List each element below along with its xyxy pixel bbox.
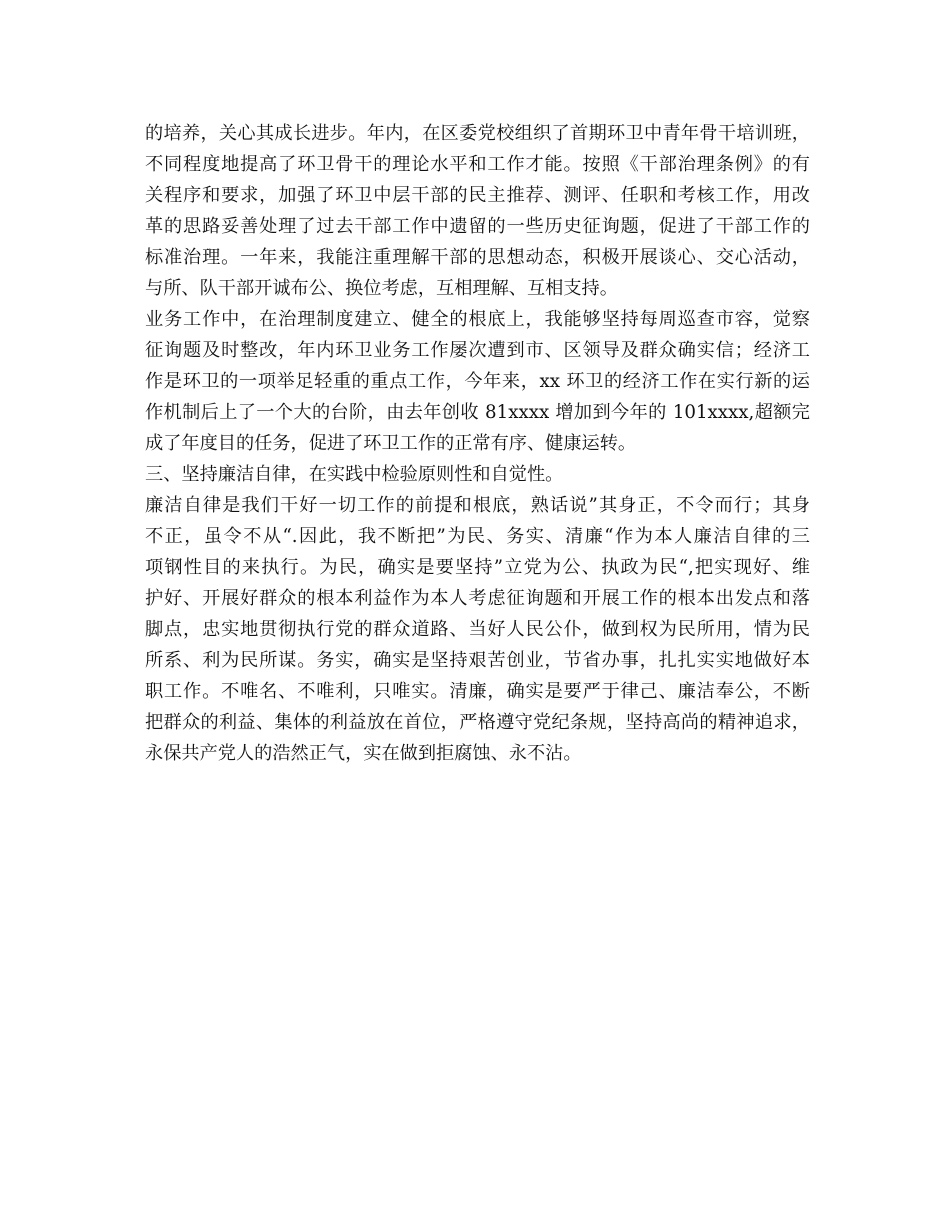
- document-body: [145, 118, 810, 769]
- text-line: 项钢性目的来执行。为民，确实是要坚持”立党为公、执政为民“,把实现好、维: [145, 557, 810, 578]
- text-line: 不同程度地提高了环卫骨干的理论水平和工作才能。按照《干部治理条例》的有: [145, 154, 810, 175]
- text-line: 护好、开展好群众的根本利益作为本人考虑征询题和开展工作的根本出发点和落: [145, 588, 810, 609]
- text-line: 所系、利为民所谋。务实，确实是坚持艰苦创业，节省办事，扎扎实实地做好本: [145, 650, 810, 671]
- text-line: 作是环卫的一项举足轻重的重点工作，今年来，xx 环卫的经济工作在实行新的运: [145, 371, 810, 392]
- text-line: 脚点，忠实地贯彻执行党的群众道路、当好人民公仆，做到权为民所用，情为民: [145, 619, 810, 640]
- text-line: 不正，虽令不从“.因此，我不断把”为民、务实、清廉“作为本人廉洁自律的三: [145, 526, 810, 547]
- section-heading: 三、坚持廉洁自律，在实践中检验原则性和自觉性。: [145, 464, 564, 485]
- text-line: 业务工作中，在治理制度建立、健全的根底上，我能够坚持每周巡查市容，觉察: [145, 309, 810, 330]
- text-line: 标准治理。一年来，我能注重理解干部的思想动态，积极开展谈心、交心活动，: [145, 247, 810, 268]
- text-line: 廉洁自律是我们干好一切工作的前提和根底，熟话说”其身正，不令而行；其身: [145, 495, 810, 516]
- text-line: 成了年度目的任务，促进了环卫工作的正常有序、健康运转。: [145, 433, 637, 454]
- text-line: 关程序和要求，加强了环卫中层干部的民主推荐、测评、任职和考核工作，用改: [145, 185, 810, 206]
- text-line: 职工作。不唯名、不唯利，只唯实。清廉，确实是要严于律己、廉洁奉公，不断: [145, 681, 810, 702]
- text-line: 革的思路妥善处理了过去干部工作中遗留的一些历史征询题，促进了干部工作的: [145, 216, 810, 237]
- text-line: 征询题及时整改，年内环卫业务工作屡次遭到市、区领导及群众确实信；经济工: [145, 340, 810, 361]
- text-line: 与所、队干部开诚布公、换位考虑，互相理解、互相支持。: [145, 278, 618, 299]
- text-line: 把群众的利益、集体的利益放在首位，严格遵守党纪条规，坚持高尚的精神追求，: [145, 712, 810, 733]
- text-line: 的培养，关心其成长进步。年内，在区委党校组织了首期环卫中青年骨干培训班，: [145, 123, 810, 144]
- text-line: 作机制后上了一个大的台阶，由去年创收 81xxxx 增加到今年的 101xxxx,超额完: [145, 402, 810, 423]
- text-line: 永保共产党人的浩然正气，实在做到拒腐蚀、永不沾。: [145, 743, 582, 764]
